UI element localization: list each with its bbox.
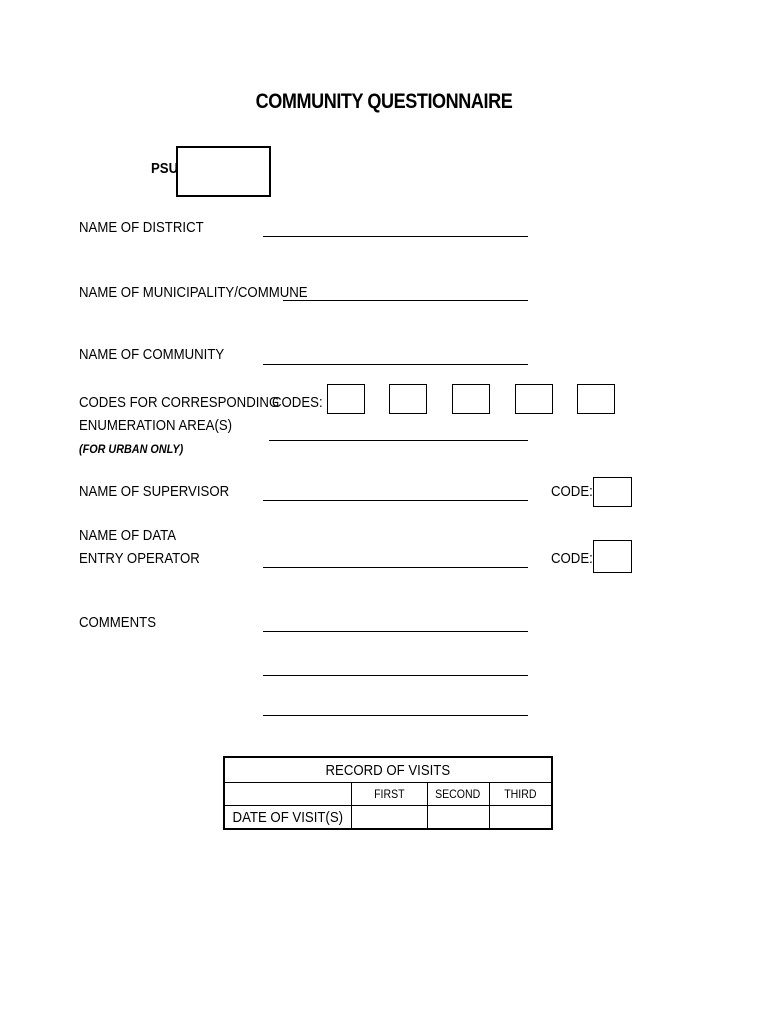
codes-label-line1: CODES FOR CORRESPONDING bbox=[79, 394, 280, 411]
data-entry-input-line[interactable] bbox=[263, 567, 528, 568]
district-label: NAME OF DISTRICT bbox=[79, 219, 204, 236]
codes-input-line[interactable] bbox=[269, 440, 528, 441]
psu-label: PSU bbox=[151, 160, 179, 177]
ea-code-box-5[interactable] bbox=[577, 384, 615, 414]
comments-input-line-1[interactable] bbox=[263, 631, 528, 632]
ea-code-box-3[interactable] bbox=[452, 384, 490, 414]
visit-date-second-cell[interactable] bbox=[427, 806, 489, 830]
supervisor-code-label: CODE: bbox=[551, 483, 593, 500]
page-title: COMMUNITY QUESTIONNAIRE bbox=[255, 90, 513, 113]
data-entry-label-line2: ENTRY OPERATOR bbox=[79, 550, 200, 567]
codes-prefix-label: CODES: bbox=[272, 394, 323, 411]
municipality-input-line[interactable] bbox=[283, 300, 528, 301]
codes-label-line2: ENUMERATION AREA(S) bbox=[79, 417, 233, 434]
visit-date-third-cell[interactable] bbox=[489, 806, 552, 830]
visit-date-first-cell[interactable] bbox=[351, 806, 427, 830]
municipality-label: NAME OF MUNICIPALITY/COMMUNE bbox=[79, 284, 308, 301]
ea-code-box-1[interactable] bbox=[327, 384, 365, 414]
visits-date-row-label: DATE OF VISIT(S) bbox=[224, 806, 351, 830]
data-entry-label-line1: NAME OF DATA bbox=[79, 527, 177, 544]
visits-col-third: THIRD bbox=[489, 783, 552, 806]
record-of-visits-table bbox=[223, 756, 553, 830]
visits-col-first: FIRST bbox=[351, 783, 427, 806]
visits-col-second: SECOND bbox=[427, 783, 489, 806]
comments-input-line-3[interactable] bbox=[263, 715, 528, 716]
supervisor-code-box[interactable] bbox=[593, 477, 632, 507]
supervisor-label: NAME OF SUPERVISOR bbox=[79, 483, 230, 500]
community-input-line[interactable] bbox=[263, 364, 528, 365]
comments-input-line-2[interactable] bbox=[263, 675, 528, 676]
psu-input-box[interactable] bbox=[176, 146, 271, 197]
codes-urban-note: (FOR URBAN ONLY) bbox=[79, 442, 184, 456]
supervisor-input-line[interactable] bbox=[263, 500, 528, 501]
data-entry-code-box[interactable] bbox=[593, 540, 632, 573]
visits-corner-cell bbox=[224, 783, 351, 806]
district-input-line[interactable] bbox=[263, 236, 528, 237]
comments-label: COMMENTS bbox=[79, 614, 156, 631]
data-entry-code-label: CODE: bbox=[551, 550, 593, 567]
community-label: NAME OF COMMUNITY bbox=[79, 346, 225, 363]
ea-code-box-2[interactable] bbox=[389, 384, 427, 414]
ea-code-box-4[interactable] bbox=[515, 384, 553, 414]
visits-table-title: RECORD OF VISITS bbox=[224, 757, 552, 783]
